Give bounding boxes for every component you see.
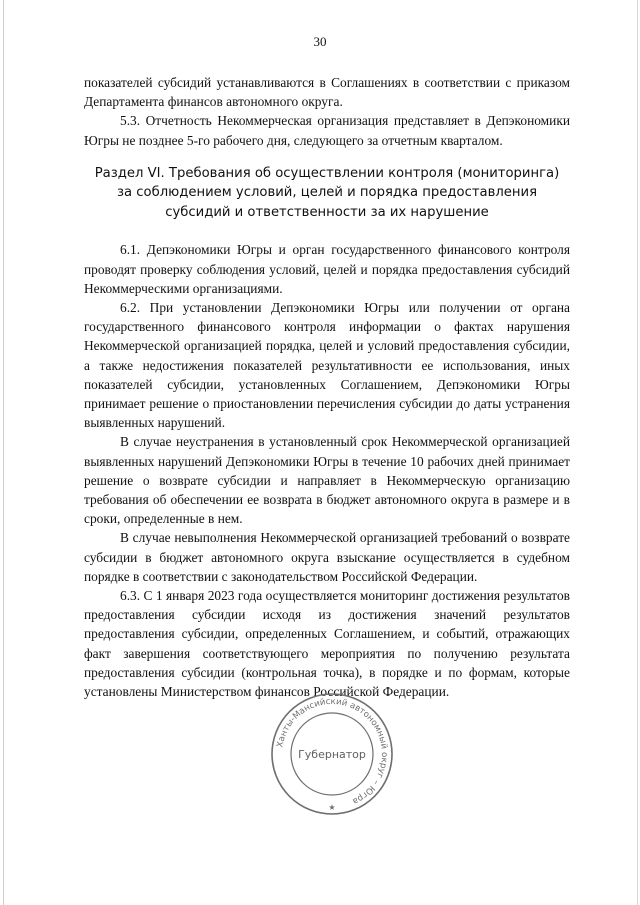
section-heading-line-2: за соблюдением условий, целей и порядка предоставления [116,185,538,201]
seal-center-text: Губернатор [298,748,366,761]
paragraph-continuation: показателей субсидий устанавливаются в Соглашениях в соответствии с приказом Департамента финансов автономного округа. [84,75,570,110]
seal-star-icon: ★ [328,803,336,812]
seal-ring-text: Ханты-Мансийский автономный округ – Югра [275,696,390,807]
section-heading [84,164,570,223]
section-heading-line-3: субсидий и ответственности за их нарушение [165,204,489,220]
scan-edge-right [637,0,638,905]
paragraph-non-elimination: В случае неустранения в установленный срок Некоммерческой организацией выявленных нарушений Депэкономики Югры в течение 10 рабочих дней принимает решение о возврате субсидии и направляет в Некоммерческую организацию требования об обеспечении ее возврата в бюджет автономного округа в размере и в сроки, определенные в нем. [84,434,570,527]
section-heading-line-1: Раздел VI. Требования об осуществлении контроля (мониторинга) [94,165,560,181]
document-body [84,73,570,701]
paragraph-6-2: 6.2. При установлении Депэкономики Югры или получении от органа государственного финансового контроля информации о фактах нарушения Некоммерческой организацией порядка, целей и условий предоставления субсидии, а также недостижения показателей результативности ее использования, иных показателей субсидии, установленных Соглашением, Депэкономики Югры принимает решение о приостановлении перечисления субсидии до даты устранения выявленных нарушений. [84,299,570,431]
paragraph-5-3: 5.3. Отчетность Некоммерческая организация представляет в Депэкономики Югры не позднее 5-го рабочего дня, следующего за отчетным кварталом. [84,113,570,148]
governor-seal-stamp [268,690,396,818]
page-number: 30 [313,34,327,49]
paragraph-6-1: 6.1. Депэкономики Югры и орган государственного финансового контроля проводят проверку соблюдения условий, целей и порядка предоставления субсидий Некоммерческими организациями. [84,242,570,296]
scan-edge-left [3,0,4,905]
paragraph-non-fulfillment: В случае невыполнения Некоммерческой организацией требований о возврате субсидии в бюджет автономного округа взыскание осуществляется в судебном порядке в соответствии с законодательством Российской Федерации. [84,530,570,584]
paragraph-6-3: 6.3. С 1 января 2023 года осуществляется мониторинг достижения результатов предоставления субсидии исходя из достижения значений результатов предоставления субсидии, определенных Соглашением, и событий, отражающих факт завершения соответствующего мероприятия по получению результата предоставления субсидии (контрольная точка), в порядке и по формам, которые установлены Министерством финансов Российской Федерации. [84,587,570,699]
